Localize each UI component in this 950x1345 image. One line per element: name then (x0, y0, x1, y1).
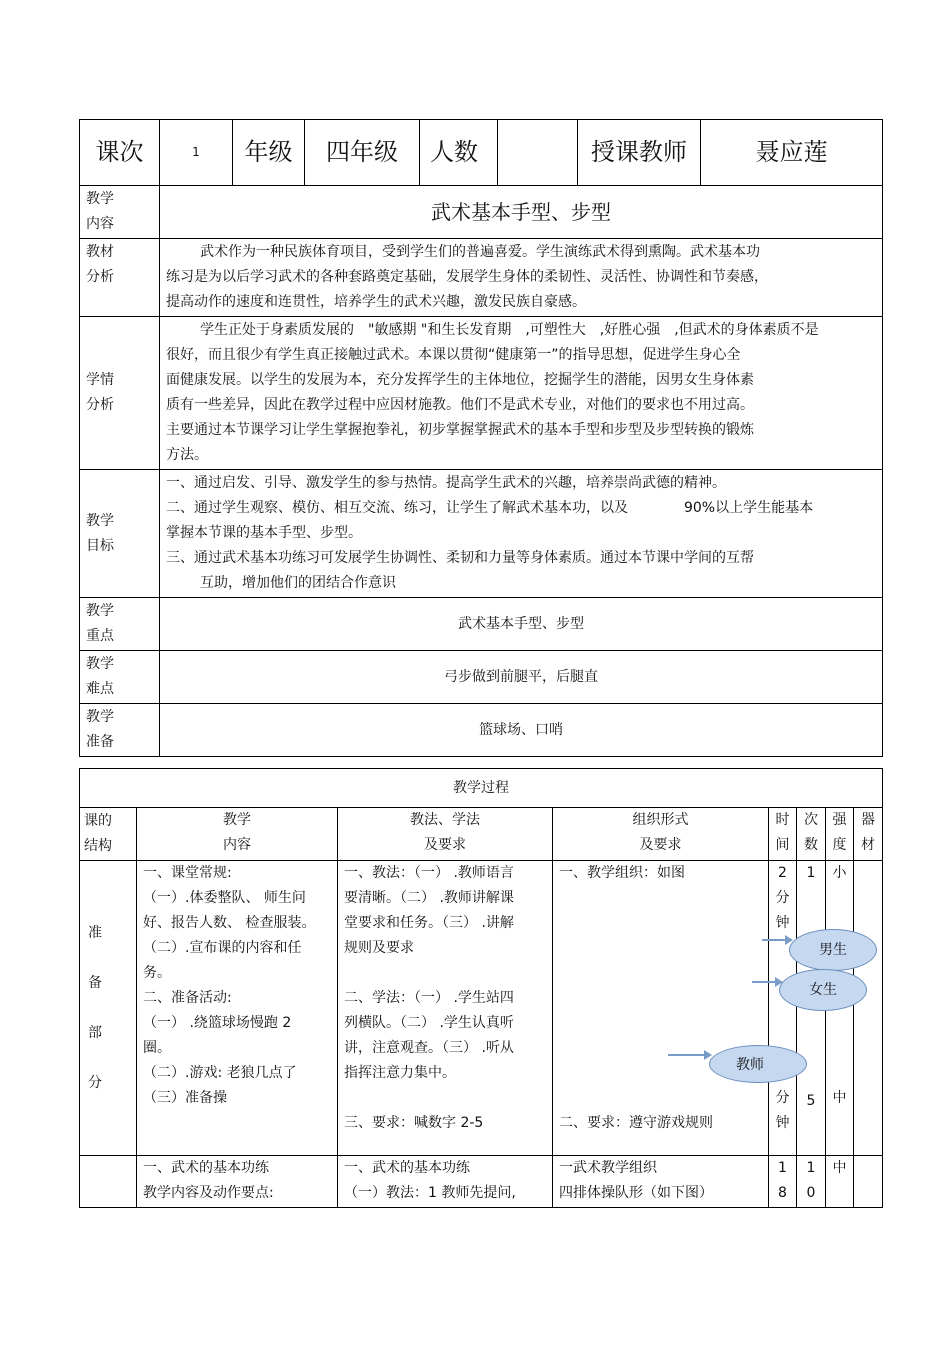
prep-time: 2 分 钟 分 钟 (769, 861, 797, 1156)
content-text: 武术基本手型、步型 (160, 186, 883, 239)
girls-label: 女生 (809, 982, 837, 998)
prep-count: 1 5 (797, 861, 826, 1156)
wushu-time: 1 8 (769, 1156, 797, 1208)
prep-text: 篮球场、口哨 (160, 704, 883, 757)
grade-value: 四年级 (305, 120, 420, 186)
content-label: 教学 内容 (80, 186, 160, 239)
process-table (79, 768, 883, 1208)
teacher-arrow (668, 1054, 706, 1056)
boys-label: 男生 (819, 942, 847, 958)
wushu-methods: 一、武术的基本功练 （一）教法：1 教师先提问, (338, 1156, 553, 1208)
wushu-organization: 一武术教学组织 四排体操队形（如下图） (553, 1156, 769, 1208)
goals-label: 教学 目标 (80, 470, 160, 598)
material-text: 武术作为一种民族体育项目，受到学生们的普遍喜爱。学生演练武术得到熏陶。武术基本功 练习是为以后学习武术的各种套路奠定基础，发展学生身体的柔韧性、灵活性、协调性和节奏感， 提高动作的速度和连贯性，培养学生的武术兴趣，激发民族自豪感。 (160, 239, 883, 317)
students-text: 学生正处于身素质发展的 "敏感期 "和生长发育期 ,可塑性大 ,好胜心强 ,但武术的身体素质不是 很好，而且很少有学生真正接触过武术。本课以贯彻“健康第一”的指导思想，促进学生身心全 面健康发展。以学生的发展为本，充分发挥学生的主体地位，挖掘学生的潜能，因男女生身体素 质有一些差异，因此在教学过程中应因材施教。他们不是武术专业，对他们的要求也不用过高。 主要通过本节课学习让学生掌握抱拳礼，初步掌握掌握武术的基本手型和步型及步型转换的锻炼 方法。 (160, 317, 883, 470)
col-count: 次 数 (797, 808, 826, 861)
col-methods: 教法、学法 及要求 (338, 808, 553, 861)
prep-organization (553, 861, 769, 1156)
grade-label: 年级 (233, 120, 305, 186)
prep-content: 一、课堂常规: （一）.体委整队、 师生问 好、报告人数、 检查服装。 （二）.宣布课的内容和任 务。 二、准备活动: （一） .绕篮球场慢跑 2 圈。 （二）.游戏: 老狼几点了 （三）准备操 (137, 861, 338, 1156)
difficulty-text: 弓步做到前腿平，后腿直 (160, 651, 883, 704)
wushu-count: 1 0 (797, 1156, 826, 1208)
teacher-label: 授课教师 (578, 120, 701, 186)
focus-label: 教学 重点 (80, 598, 160, 651)
count-label: 人数 (420, 120, 498, 186)
org-top-text: 一、教学组织：如图 (559, 865, 685, 881)
lesson-label: 课次 (80, 120, 160, 186)
col-equipment: 器 材 (854, 808, 883, 861)
teacher-label: 教师 (736, 1057, 764, 1073)
material-label: 教材 分析 (80, 239, 160, 317)
wushu-equipment (854, 1156, 883, 1208)
wushu-content: 一、武术的基本功练 教学内容及动作要点: (137, 1156, 338, 1208)
prep-label: 教学 准备 (80, 704, 160, 757)
boys-oval (789, 929, 877, 971)
focus-text: 武术基本手型、步型 (160, 598, 883, 651)
col-content: 教学 内容 (137, 808, 338, 861)
col-intensity: 强 度 (826, 808, 854, 861)
lesson-plan-table (79, 119, 883, 757)
process-title: 教学过程 (80, 769, 883, 808)
col-organization: 组织形式 及要求 (553, 808, 769, 861)
wushu-intensity: 中 (826, 1156, 854, 1208)
goals-text: 一、通过启发、引导、激发学生的参与热情。提高学生武术的兴趣，培养崇尚武德的精神。 二、通过学生观察、模仿、相互交流、练习，让学生了解武术基本功，以及 90%以上学生能基本 掌握本节课的基本手型、步型。 三、通过武术基本功练习可发展学生协调性、柔韧和力量等身体素质。通过本节课中学间的互帮 互助，增加他们的团结合作意识 (160, 470, 883, 598)
col-time: 时 间 (769, 808, 797, 861)
wushu-structure (80, 1156, 137, 1208)
teacher-oval (709, 1045, 807, 1083)
teacher-value: 聂应莲 (701, 120, 883, 186)
prep-methods: 一、教法：（一） .教师语言 要清晰。（二） .教师讲解课 堂要求和任务。（三） .讲解 规则及要求 二、学法：（一） .学生站四 列横队。（二） .学生认真听 讲，注意观查。（三） .听从 指挥注意力集中。 三、要求：喊数字 2-5 (338, 861, 553, 1156)
org-bottom-text: 二、要求：遵守游戏规则 (559, 1115, 713, 1131)
prep-structure: 准 备 部 分 (80, 861, 137, 1156)
girls-oval (779, 969, 867, 1011)
lesson-value: 1 (160, 120, 233, 186)
prep-intensity: 小 中 (826, 861, 854, 1156)
difficulty-label: 教学 难点 (80, 651, 160, 704)
boys-arrow (762, 939, 787, 941)
col-structure: 课的 结构 (80, 808, 137, 861)
prep-equipment (854, 861, 883, 1156)
students-label: 学情 分析 (80, 317, 160, 470)
count-value (498, 120, 578, 186)
girls-arrow (752, 981, 777, 983)
